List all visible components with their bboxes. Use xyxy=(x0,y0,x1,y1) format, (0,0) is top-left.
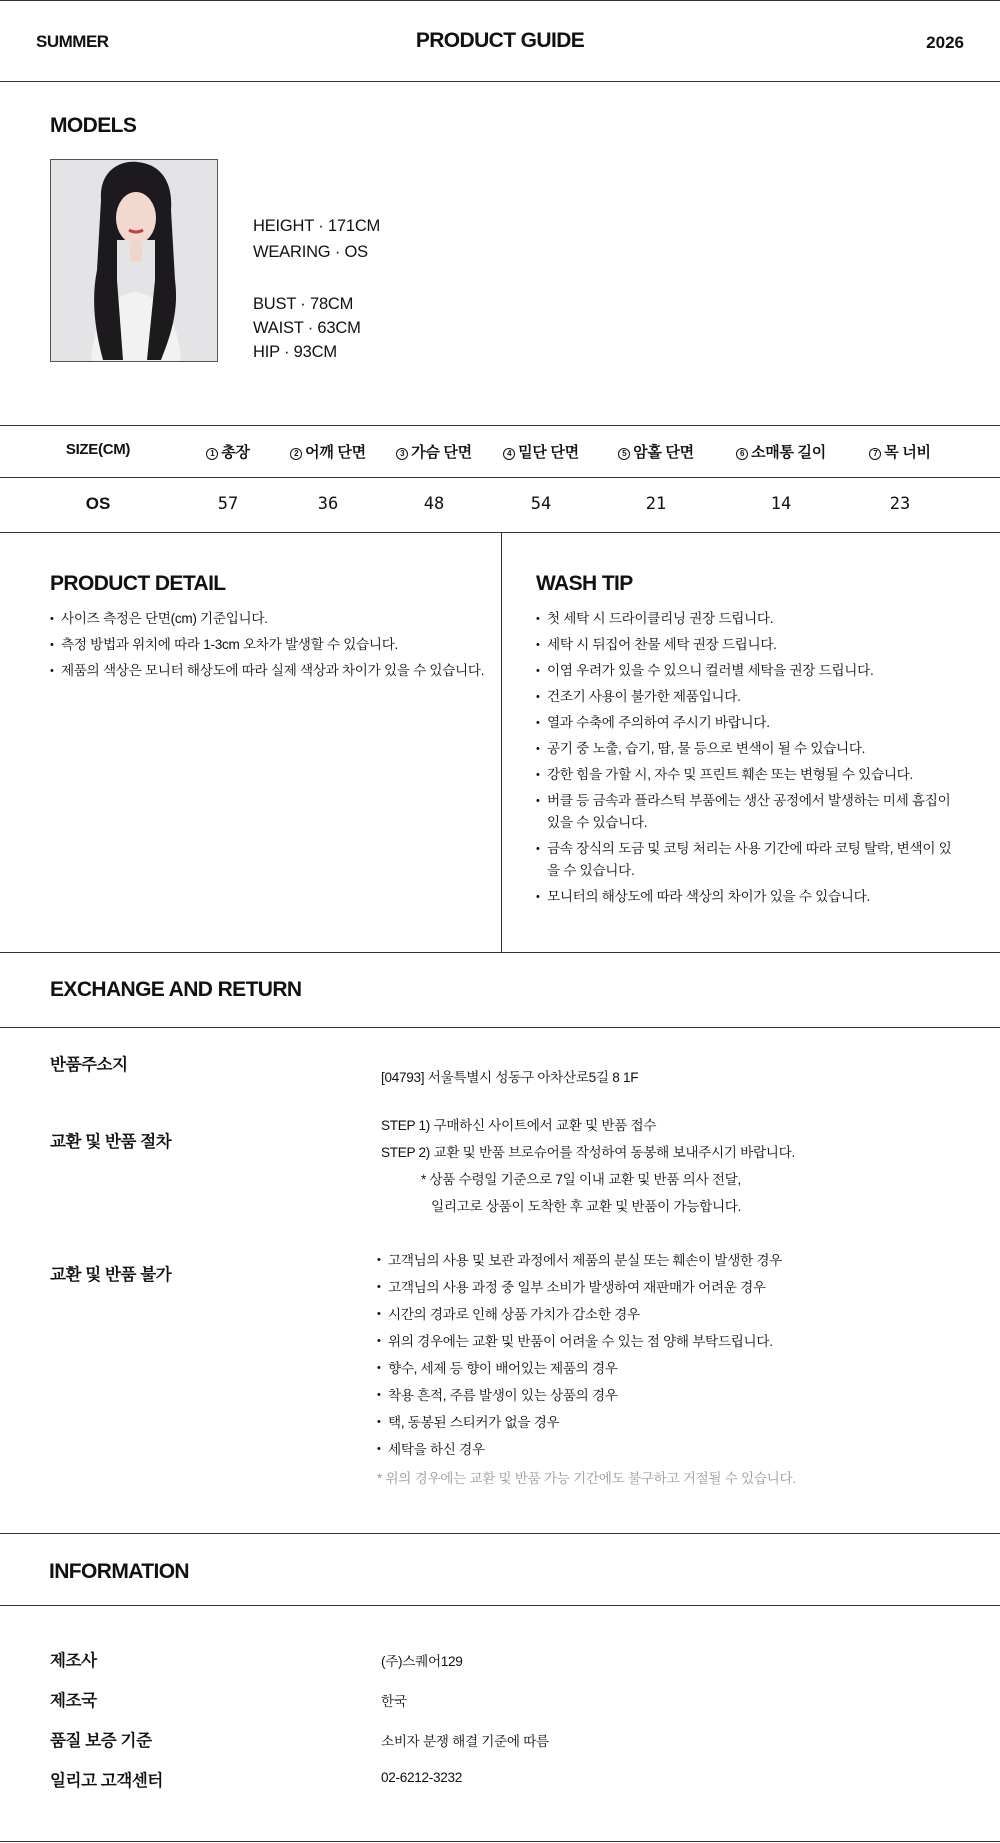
not-allowed-label: 교환 및 반품 불가 xyxy=(50,1266,172,1284)
model-bust: BUST · 78CM xyxy=(253,295,354,313)
size-value-length: 57 xyxy=(217,494,239,514)
header-divider xyxy=(0,81,1000,82)
info-label-warranty: 품질 보증 기준 xyxy=(50,1732,152,1750)
model-height: HEIGHT · 171CM xyxy=(253,217,381,235)
model-photo xyxy=(50,159,218,362)
info-value-manufacturer: (주)스퀘어129 xyxy=(381,1654,463,1669)
wash-tip-list xyxy=(536,608,956,912)
procedure-step-2: STEP 2) 교환 및 반품 브로슈어를 작성하여 동봉해 보내주시기 바랍니다. xyxy=(381,1145,795,1160)
season-label: SUMMER xyxy=(36,32,109,51)
size-os: OS xyxy=(85,494,111,513)
return-address-label: 반품주소지 xyxy=(50,1056,128,1074)
procedure-label: 교환 및 반품 절차 xyxy=(50,1133,172,1151)
bottom-border xyxy=(0,1841,1000,1842)
size-header-chest: 3 가슴 단면 xyxy=(374,441,494,462)
list-item: • 택, 동봉된 스티커가 없을 경우 xyxy=(377,1409,967,1436)
list-item: • 착용 흔적, 주름 발생이 있는 상품의 경우 xyxy=(377,1382,967,1409)
models-title: MODELS xyxy=(50,114,137,137)
size-header-armhole: 5 암홀 단면 xyxy=(596,441,716,462)
not-allowed-note: * 위의 경우에는 교환 및 반품 가능 기간에도 불구하고 거절될 수 있습니다. xyxy=(377,1471,796,1486)
size-value-sleeve: 14 xyxy=(770,494,792,514)
size-header-label: SIZE(CM) xyxy=(65,441,131,458)
page-title: PRODUCT GUIDE xyxy=(415,29,585,52)
info-label-manufacturer: 제조사 xyxy=(50,1652,97,1670)
procedure-step-1: STEP 1) 구매하신 사이트에서 교환 및 반품 접수 xyxy=(381,1118,657,1133)
size-value-neck: 23 xyxy=(889,494,911,514)
information-title: INFORMATION xyxy=(49,1560,189,1583)
size-header-shoulder: 2 어깨 단면 xyxy=(268,441,388,462)
number-4-icon: 4 xyxy=(503,448,515,460)
exchange-title-divider xyxy=(0,1027,1000,1028)
list-item: • 버클 등 금속과 플라스틱 부품에는 생산 공정에서 발생하는 미세 흠집이 있을 수 있습니다. xyxy=(536,790,956,834)
column-divider xyxy=(501,532,502,952)
info-value-customer-center: 02-6212-3232 xyxy=(381,1770,463,1785)
procedure-note-2: 일리고로 상품이 도착한 후 교환 및 반품이 가능합니다. xyxy=(431,1199,742,1214)
list-item: • 강한 힘을 가할 시, 자수 및 프린트 훼손 또는 변형될 수 있습니다. xyxy=(536,764,956,786)
list-item: • 세탁을 하신 경우 xyxy=(377,1436,967,1463)
list-item: • 세탁 시 뒤집어 찬물 세탁 권장 드립니다. xyxy=(536,634,956,656)
exchange-top-border xyxy=(0,952,1000,953)
list-item: • 이염 우려가 있을 수 있으니 컬러별 세탁을 권장 드립니다. xyxy=(536,660,956,682)
info-value-warranty: 소비자 분쟁 해결 기준에 따름 xyxy=(381,1734,549,1749)
list-item: • 모니터의 해상도에 따라 색상의 차이가 있을 수 있습니다. xyxy=(536,886,956,908)
list-item: • 제품의 색상은 모니터 해상도에 따라 실제 색상과 차이가 있을 수 있습니다. xyxy=(50,658,490,684)
year-label: 2026 xyxy=(926,33,964,52)
size-table-top-border xyxy=(0,425,1000,426)
list-item: • 고객님의 사용 및 보관 과정에서 제품의 분실 또는 훼손이 발생한 경우 xyxy=(377,1247,967,1274)
wash-tip-title: WASH TIP xyxy=(536,572,633,595)
number-2-icon: 2 xyxy=(290,448,302,460)
list-item: • 첫 세탁 시 드라이클리닝 권장 드립니다. xyxy=(536,608,956,630)
info-label-customer-center: 일리고 고객센터 xyxy=(50,1772,163,1790)
procedure-steps xyxy=(381,1112,961,1220)
size-value-chest: 48 xyxy=(423,494,445,514)
list-item: • 고객님의 사용 과정 중 일부 소비가 발생하여 재판매가 어려운 경우 xyxy=(377,1274,967,1301)
product-detail-list xyxy=(50,606,490,684)
list-item: • 금속 장식의 도금 및 코팅 처리는 사용 기간에 따라 코팅 탈락, 변색이 있을 수 있습니다. xyxy=(536,838,956,882)
info-value-country: 한국 xyxy=(381,1694,407,1709)
list-item: • 향수, 세제 등 향이 배어있는 제품의 경우 xyxy=(377,1355,967,1382)
list-item: • 건조기 사용이 불가한 제품입니다. xyxy=(536,686,956,708)
info-label-country: 제조국 xyxy=(50,1692,97,1710)
exchange-title: EXCHANGE AND RETURN xyxy=(50,978,302,1001)
list-item: • 측정 방법과 위치에 따라 1-3cm 오차가 발생할 수 있습니다. xyxy=(50,632,490,658)
size-value-shoulder: 36 xyxy=(317,494,339,514)
not-allowed-list xyxy=(377,1247,967,1463)
size-header-hem: 4 밑단 단면 xyxy=(481,441,601,462)
return-address: [04793] 서울특별시 성동구 아차산로5길 8 1F xyxy=(381,1070,639,1085)
top-border xyxy=(0,0,1000,1)
size-table-mid-border xyxy=(0,477,1000,478)
model-photo-illustration xyxy=(51,160,218,362)
number-5-icon: 5 xyxy=(618,448,630,460)
list-item: • 위의 경우에는 교환 및 반품이 어려울 수 있는 점 양해 부탁드립니다. xyxy=(377,1328,967,1355)
size-header-sleeve: 6 소매통 길이 xyxy=(716,441,846,462)
size-table-bottom-border xyxy=(0,532,1000,533)
list-item: • 열과 수축에 주의하여 주시기 바랍니다. xyxy=(536,712,956,734)
model-wearing: WEARING · OS xyxy=(253,243,368,261)
list-item: • 공기 중 노출, 습기, 땀, 물 등으로 변색이 될 수 있습니다. xyxy=(536,738,956,760)
model-hip: HIP · 93CM xyxy=(253,343,337,361)
list-item: • 사이즈 측정은 단면(cm) 기준입니다. xyxy=(50,606,490,632)
model-waist: WAIST · 63CM xyxy=(253,319,361,337)
list-item: • 시간의 경과로 인해 상품 가치가 감소한 경우 xyxy=(377,1301,967,1328)
size-header-neck: 7 목 너비 xyxy=(840,441,960,462)
information-top-border xyxy=(0,1533,1000,1534)
information-title-divider xyxy=(0,1605,1000,1606)
size-header-length: 1 총장 xyxy=(178,441,278,462)
number-6-icon: 6 xyxy=(736,448,748,460)
number-7-icon: 7 xyxy=(869,448,881,460)
size-value-armhole: 21 xyxy=(645,494,667,514)
number-1-icon: 1 xyxy=(206,448,218,460)
size-value-hem: 54 xyxy=(530,494,552,514)
product-detail-title: PRODUCT DETAIL xyxy=(50,572,226,595)
procedure-note-1: * 상품 수령일 기준으로 7일 이내 교환 및 반품 의사 전달, xyxy=(421,1172,741,1187)
number-3-icon: 3 xyxy=(396,448,408,460)
